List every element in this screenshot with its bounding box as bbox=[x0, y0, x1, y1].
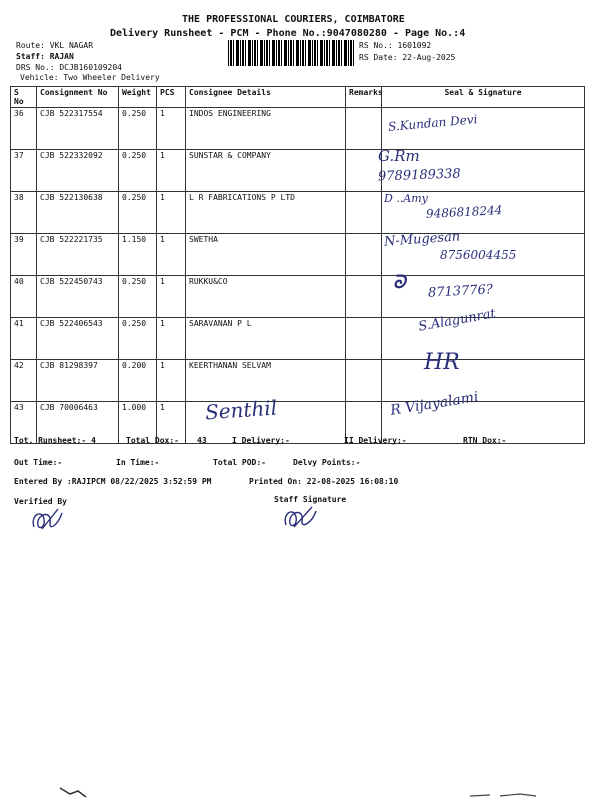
tot-runsheet: Tot. Runsheet:- 4 bbox=[14, 436, 96, 445]
weight-cell: 0.200 bbox=[119, 360, 157, 402]
column-header-pcs: PCS bbox=[157, 87, 186, 108]
consignee-cell: SARAVANAN P L bbox=[186, 318, 346, 360]
column-header-consignment: Consignment No bbox=[37, 87, 119, 108]
handwriting-signature-38: D ..Amy bbox=[384, 192, 428, 205]
remarks-cell bbox=[346, 318, 382, 360]
scan-mark-icon bbox=[58, 786, 88, 798]
table-row bbox=[11, 150, 585, 192]
rs-number: RS No.: 1601092 bbox=[359, 41, 432, 50]
i-delivery: I Delivery:- bbox=[232, 436, 290, 445]
table-row bbox=[11, 276, 585, 318]
consignment-cell: CJB 522221735 bbox=[37, 234, 119, 276]
consignee-cell: RUKKU&CO bbox=[186, 276, 346, 318]
remarks-cell bbox=[346, 108, 382, 150]
consignment-cell: CJB 70006463 bbox=[37, 402, 119, 444]
sno-cell: 42 bbox=[11, 360, 37, 402]
sno-cell: 36 bbox=[11, 108, 37, 150]
table-row bbox=[11, 360, 585, 402]
runsheet-subtitle: Delivery Runsheet - PCM - Phone No.:9047080280 - Page No.:4 bbox=[110, 28, 466, 39]
table-row bbox=[11, 318, 585, 360]
weight-cell: 1.000 bbox=[119, 402, 157, 444]
table-header-row bbox=[11, 87, 585, 108]
remarks-cell bbox=[346, 276, 382, 318]
runsheet-table bbox=[10, 86, 585, 444]
weight-cell: 0.250 bbox=[119, 276, 157, 318]
consignee-cell: INDOS ENGINEERING bbox=[186, 108, 346, 150]
consignment-cell: CJB 522130638 bbox=[37, 192, 119, 234]
company-title: THE PROFESSIONAL COURIERS, COIMBATORE bbox=[182, 14, 405, 25]
signature-cell bbox=[382, 360, 585, 402]
staff-signature-label: Staff Signature bbox=[274, 495, 347, 504]
consignment-cell: CJB 522317554 bbox=[37, 108, 119, 150]
out-time: Out Time:- bbox=[14, 458, 63, 467]
printed-on: Printed On: 22-08-2025 16:08:10 bbox=[249, 477, 399, 486]
consignment-cell: CJB 81298397 bbox=[37, 360, 119, 402]
handwriting-phone-37: 9789189338 bbox=[377, 166, 461, 185]
consignee-cell: L R FABRICATIONS P LTD bbox=[186, 192, 346, 234]
vehicle-label: Vehicle: Two Wheeler Delivery bbox=[20, 73, 160, 82]
consignee-cell: SWETHA bbox=[186, 234, 346, 276]
total-pod: Total POD:- bbox=[213, 458, 266, 467]
remarks-cell bbox=[346, 234, 382, 276]
sno-cell: 37 bbox=[11, 150, 37, 192]
pcs-cell: 1 bbox=[157, 318, 186, 360]
weight-cell: 0.250 bbox=[119, 318, 157, 360]
scan-mark-icon bbox=[470, 790, 540, 798]
entered-by: Entered By :RAJIPCM 08/22/2025 3:52:59 PM bbox=[14, 477, 212, 486]
sno-cell: 43 bbox=[11, 402, 37, 444]
column-header-remarks: Remarks bbox=[346, 87, 382, 108]
consignment-cell: CJB 522406543 bbox=[37, 318, 119, 360]
sno-cell: 38 bbox=[11, 192, 37, 234]
column-header-sno: S No bbox=[11, 87, 37, 108]
column-header-signature: Seal & Signature bbox=[382, 87, 585, 108]
verified-signature-icon bbox=[28, 505, 68, 535]
handwriting-phone-40: 8713776? bbox=[427, 282, 494, 301]
sno-cell: 41 bbox=[11, 318, 37, 360]
pcs-cell: 1 bbox=[157, 108, 186, 150]
ii-delivery: II Delivery:- bbox=[344, 436, 407, 445]
consignee-cell: KEERTHANAN SELVAM bbox=[186, 360, 346, 402]
route-label: Route: VKL NAGAR bbox=[16, 41, 94, 50]
handwriting-signature-42: HR bbox=[424, 350, 460, 375]
weight-cell: 0.250 bbox=[119, 192, 157, 234]
pcs-cell: 1 bbox=[157, 276, 186, 318]
scribble-icon: ᘐ bbox=[393, 272, 406, 293]
weight-cell: 0.250 bbox=[119, 150, 157, 192]
handwriting-signature-37: G.Rm bbox=[378, 147, 420, 165]
pcs-cell: 1 bbox=[157, 192, 186, 234]
sno-cell: 39 bbox=[11, 234, 37, 276]
rtn-dox: RTN Dox:- bbox=[463, 436, 507, 445]
remarks-cell bbox=[346, 360, 382, 402]
rs-date: RS Date: 22-Aug-2025 bbox=[359, 53, 456, 62]
weight-cell: 1.150 bbox=[119, 234, 157, 276]
column-header-consignee: Consignee Details bbox=[186, 87, 346, 108]
consignment-cell: CJB 522332092 bbox=[37, 150, 119, 192]
pcs-cell: 1 bbox=[157, 402, 186, 444]
remarks-cell bbox=[346, 192, 382, 234]
remarks-cell bbox=[346, 150, 382, 192]
pcs-cell: 1 bbox=[157, 150, 186, 192]
handwriting-phone-38: 9486818244 bbox=[425, 203, 503, 221]
delvy-points: Delvy Points:- bbox=[293, 458, 361, 467]
table-row bbox=[11, 108, 585, 150]
in-time: In Time:- bbox=[116, 458, 160, 467]
pcs-cell: 1 bbox=[157, 234, 186, 276]
pcs-cell: 1 bbox=[157, 360, 186, 402]
drs-label: DRS No.: DCJB160109204 bbox=[16, 63, 122, 72]
handwriting-name-43: R Vijayalami bbox=[389, 389, 480, 419]
weight-cell: 0.250 bbox=[119, 108, 157, 150]
handwriting-signature-43: Senthil bbox=[204, 395, 278, 425]
handwriting-phone-39: 8756004455 bbox=[440, 248, 517, 262]
signature-cell bbox=[382, 318, 585, 360]
sno-cell: 40 bbox=[11, 276, 37, 318]
consignee-cell: SUNSTAR & COMPANY bbox=[186, 150, 346, 192]
total-dox-label: Total Dox:- bbox=[126, 436, 179, 445]
handwriting-signature-39: N-Mugesan bbox=[383, 229, 461, 250]
verified-by-label: Verified By bbox=[14, 497, 67, 506]
handwriting-signature-41: S.Alagunrat bbox=[417, 306, 497, 335]
consignment-cell: CJB 522450743 bbox=[37, 276, 119, 318]
barcode bbox=[228, 40, 356, 66]
staff-signature-icon bbox=[280, 503, 322, 533]
staff-label: Staff: RAJAN bbox=[16, 52, 74, 61]
total-dox-value: 43 bbox=[197, 436, 207, 445]
column-header-weight: Weight bbox=[119, 87, 157, 108]
handwriting-signature-36: S.Kundan Devi bbox=[387, 112, 478, 134]
